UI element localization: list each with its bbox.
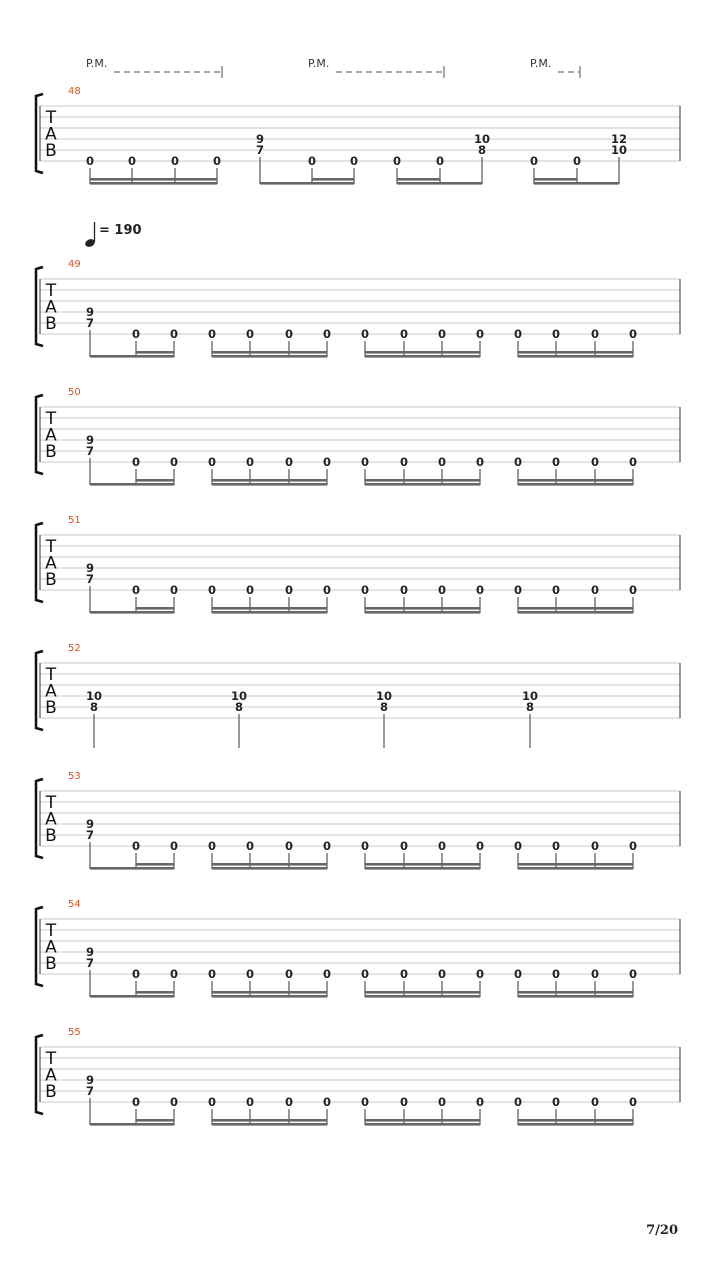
fret-number: 0 bbox=[360, 583, 370, 597]
fret-number: 0 bbox=[590, 1095, 600, 1109]
fret-number: 0 bbox=[529, 154, 539, 168]
fret-number: 8 bbox=[525, 700, 535, 714]
fret-number: 10 bbox=[375, 689, 393, 703]
fret-number: 0 bbox=[437, 967, 447, 981]
tab-system-51 bbox=[36, 515, 680, 614]
note-beam-secondary bbox=[212, 863, 327, 866]
note-beam bbox=[365, 483, 480, 486]
fret-number: 8 bbox=[234, 700, 244, 714]
fret-number: 0 bbox=[399, 327, 409, 341]
fret-number: 9 bbox=[85, 945, 95, 959]
note-beam-secondary bbox=[212, 479, 327, 482]
fret-number: 0 bbox=[322, 839, 332, 853]
fret-number: 0 bbox=[127, 154, 137, 168]
fret-number: 0 bbox=[551, 967, 561, 981]
fret-number: 0 bbox=[437, 839, 447, 853]
fret-number: 0 bbox=[131, 967, 141, 981]
measure-number: 51 bbox=[68, 515, 81, 526]
fret-number: 0 bbox=[551, 583, 561, 597]
tab-clef-letter: T bbox=[45, 108, 57, 128]
fret-number: 0 bbox=[437, 455, 447, 469]
fret-number: 0 bbox=[169, 967, 179, 981]
fret-number: 7 bbox=[85, 956, 95, 970]
note-beam bbox=[365, 1123, 480, 1126]
fret-number: 0 bbox=[590, 839, 600, 853]
measure-number: 53 bbox=[68, 771, 81, 782]
note-beam-secondary bbox=[365, 351, 480, 354]
fret-number: 8 bbox=[89, 700, 99, 714]
note-beam bbox=[518, 867, 633, 870]
fret-number: 0 bbox=[207, 1095, 217, 1109]
note-beam bbox=[518, 483, 633, 486]
note-beam bbox=[518, 611, 633, 614]
note-beam bbox=[212, 611, 327, 614]
note-beam bbox=[212, 483, 327, 486]
fret-number: 0 bbox=[245, 583, 255, 597]
fret-number: 0 bbox=[360, 327, 370, 341]
fret-number: 0 bbox=[475, 583, 485, 597]
tab-clef-letter: A bbox=[45, 681, 57, 702]
fret-number: 0 bbox=[360, 839, 370, 853]
fret-number: 0 bbox=[322, 583, 332, 597]
tab-clef-letter: T bbox=[45, 537, 57, 557]
fret-number: 0 bbox=[322, 455, 332, 469]
fret-number: 0 bbox=[360, 455, 370, 469]
fret-number: 0 bbox=[572, 154, 582, 168]
tab-clef-letter: T bbox=[45, 409, 57, 429]
note-beam-secondary bbox=[365, 1119, 480, 1122]
fret-number: 0 bbox=[284, 967, 294, 981]
fret-number: 0 bbox=[169, 1095, 179, 1109]
measure-number: 55 bbox=[68, 1027, 81, 1038]
fret-number: 0 bbox=[628, 455, 638, 469]
fret-number: 12 bbox=[610, 132, 628, 146]
note-beam-secondary bbox=[90, 178, 217, 181]
note-beam-secondary bbox=[136, 351, 174, 354]
fret-number: 0 bbox=[399, 967, 409, 981]
note-beam bbox=[212, 995, 327, 998]
note-beam bbox=[518, 355, 633, 358]
fret-number: 0 bbox=[131, 839, 141, 853]
tab-clef-letter: B bbox=[45, 141, 57, 161]
fret-number: 9 bbox=[85, 433, 95, 447]
note-beam bbox=[365, 611, 480, 614]
fret-number: 0 bbox=[437, 1095, 447, 1109]
fret-number: 0 bbox=[513, 967, 523, 981]
note-beam bbox=[534, 182, 619, 185]
note-beam bbox=[365, 995, 480, 998]
tab-system-52 bbox=[36, 643, 680, 748]
fret-number: 0 bbox=[590, 327, 600, 341]
fret-number: 0 bbox=[169, 839, 179, 853]
fret-number: 7 bbox=[85, 316, 95, 330]
fret-number: 0 bbox=[207, 327, 217, 341]
note-beam bbox=[90, 611, 174, 614]
fret-number: 0 bbox=[513, 839, 523, 853]
tab-clef-letter: T bbox=[45, 1049, 57, 1069]
note-beam bbox=[365, 867, 480, 870]
fret-number: 0 bbox=[551, 1095, 561, 1109]
note-beam bbox=[518, 995, 633, 998]
fret-number: 0 bbox=[513, 583, 523, 597]
note-beam-secondary bbox=[518, 991, 633, 994]
fret-number: 0 bbox=[207, 583, 217, 597]
fret-number: 7 bbox=[85, 572, 95, 586]
tab-clef-letter: B bbox=[45, 1082, 57, 1102]
page-number: 7/20 bbox=[646, 1223, 678, 1238]
fret-number: 10 bbox=[230, 689, 248, 703]
fret-number: 0 bbox=[131, 327, 141, 341]
note-beam bbox=[397, 182, 482, 185]
fret-number: 0 bbox=[551, 455, 561, 469]
note-beam-secondary bbox=[365, 991, 480, 994]
palm-mute-label: P.M. bbox=[86, 57, 108, 70]
tab-system-50 bbox=[36, 387, 680, 486]
tab-system-54 bbox=[36, 899, 680, 998]
fret-number: 0 bbox=[284, 1095, 294, 1109]
fret-number: 0 bbox=[360, 967, 370, 981]
quarter-note-icon bbox=[84, 222, 96, 248]
fret-number: 0 bbox=[322, 327, 332, 341]
note-beam bbox=[90, 1123, 174, 1126]
fret-number: 0 bbox=[284, 455, 294, 469]
fret-number: 0 bbox=[245, 455, 255, 469]
fret-number: 0 bbox=[131, 455, 141, 469]
measure-number: 50 bbox=[68, 387, 81, 398]
fret-number: 9 bbox=[85, 1073, 95, 1087]
measure-number: 48 bbox=[68, 86, 81, 97]
palm-mute-label: P.M. bbox=[530, 57, 552, 70]
fret-number: 0 bbox=[475, 1095, 485, 1109]
fret-number: 0 bbox=[399, 583, 409, 597]
fret-number: 0 bbox=[551, 327, 561, 341]
fret-number: 0 bbox=[207, 839, 217, 853]
note-beam-secondary bbox=[365, 479, 480, 482]
tab-clef-letter: A bbox=[45, 809, 57, 830]
fret-number: 0 bbox=[475, 327, 485, 341]
tab-clef-letter: B bbox=[45, 570, 57, 590]
note-beam-secondary bbox=[136, 991, 174, 994]
fret-number: 7 bbox=[85, 1084, 95, 1098]
note-beam-secondary bbox=[534, 178, 577, 181]
fret-number: 0 bbox=[322, 967, 332, 981]
tab-clef-letter: A bbox=[45, 124, 57, 145]
measure-number: 49 bbox=[68, 259, 81, 270]
fret-number: 0 bbox=[628, 839, 638, 853]
tab-system-48 bbox=[36, 57, 680, 185]
fret-number: 0 bbox=[245, 1095, 255, 1109]
tab-clef-letter: B bbox=[45, 314, 57, 334]
fret-number: 0 bbox=[475, 455, 485, 469]
tab-clef-letter: B bbox=[45, 954, 57, 974]
fret-number: 0 bbox=[513, 455, 523, 469]
note-beam-secondary bbox=[212, 991, 327, 994]
fret-number: 0 bbox=[551, 839, 561, 853]
note-beam bbox=[212, 1123, 327, 1126]
fret-number: 0 bbox=[212, 154, 222, 168]
fret-number: 0 bbox=[245, 967, 255, 981]
fret-number: 0 bbox=[628, 327, 638, 341]
fret-number: 0 bbox=[399, 455, 409, 469]
note-beam bbox=[90, 483, 174, 486]
fret-number: 0 bbox=[437, 327, 447, 341]
note-beam-secondary bbox=[136, 863, 174, 866]
fret-number: 0 bbox=[590, 967, 600, 981]
note-beam bbox=[90, 355, 174, 358]
tab-clef-letter: A bbox=[45, 553, 57, 574]
fret-number: 8 bbox=[477, 143, 487, 157]
fret-number: 10 bbox=[85, 689, 103, 703]
measure-number: 52 bbox=[68, 643, 81, 654]
tab-clef-letter: T bbox=[45, 921, 57, 941]
fret-number: 0 bbox=[284, 327, 294, 341]
note-beam bbox=[90, 182, 217, 185]
fret-number: 0 bbox=[349, 154, 359, 168]
fret-number: 10 bbox=[521, 689, 539, 703]
tab-clef-letter: A bbox=[45, 425, 57, 446]
fret-number: 0 bbox=[628, 1095, 638, 1109]
fret-number: 0 bbox=[207, 967, 217, 981]
tab-clef-letter: B bbox=[45, 698, 57, 718]
fret-number: 0 bbox=[392, 154, 402, 168]
note-beam-secondary bbox=[212, 1119, 327, 1122]
fret-number: 0 bbox=[169, 583, 179, 597]
fret-number: 8 bbox=[379, 700, 389, 714]
tempo-value: = 190 bbox=[99, 223, 142, 238]
note-beam-secondary bbox=[365, 607, 480, 610]
tab-clef-letter: B bbox=[45, 442, 57, 462]
tab-clef-letter: T bbox=[45, 793, 57, 813]
note-beam-secondary bbox=[312, 178, 354, 181]
fret-number: 0 bbox=[435, 154, 445, 168]
fret-number: 0 bbox=[628, 583, 638, 597]
tab-clef-letter: A bbox=[45, 937, 57, 958]
note-beam bbox=[365, 355, 480, 358]
fret-number: 7 bbox=[85, 444, 95, 458]
fret-number: 9 bbox=[85, 305, 95, 319]
palm-mute-label: P.M. bbox=[308, 57, 330, 70]
fret-number: 0 bbox=[131, 583, 141, 597]
tab-system-49 bbox=[36, 259, 680, 358]
note-beam-secondary bbox=[518, 479, 633, 482]
note-beam bbox=[90, 995, 174, 998]
fret-number: 9 bbox=[255, 132, 265, 146]
note-beam bbox=[260, 182, 354, 185]
fret-number: 0 bbox=[245, 839, 255, 853]
fret-number: 7 bbox=[255, 143, 265, 157]
fret-number: 0 bbox=[85, 154, 95, 168]
fret-number: 0 bbox=[475, 839, 485, 853]
fret-number: 7 bbox=[85, 828, 95, 842]
fret-number: 0 bbox=[437, 583, 447, 597]
fret-number: 9 bbox=[85, 817, 95, 831]
note-beam-secondary bbox=[136, 479, 174, 482]
note-beam-secondary bbox=[518, 863, 633, 866]
fret-number: 0 bbox=[245, 327, 255, 341]
note-beam-secondary bbox=[136, 1119, 174, 1122]
tempo-marking bbox=[84, 222, 142, 248]
fret-number: 0 bbox=[399, 1095, 409, 1109]
fret-number: 0 bbox=[284, 583, 294, 597]
measure-number: 54 bbox=[68, 899, 81, 910]
fret-number: 0 bbox=[169, 455, 179, 469]
fret-number: 0 bbox=[360, 1095, 370, 1109]
fret-number: 0 bbox=[513, 327, 523, 341]
fret-number: 9 bbox=[85, 561, 95, 575]
fret-number: 0 bbox=[284, 839, 294, 853]
tab-system-53 bbox=[36, 771, 680, 870]
fret-number: 0 bbox=[399, 839, 409, 853]
tab-clef-letter: A bbox=[45, 297, 57, 318]
note-beam-secondary bbox=[518, 1119, 633, 1122]
note-beam-secondary bbox=[518, 607, 633, 610]
fret-number: 10 bbox=[610, 143, 628, 157]
fret-number: 0 bbox=[475, 967, 485, 981]
note-beam-secondary bbox=[212, 351, 327, 354]
note-beam bbox=[212, 355, 327, 358]
fret-number: 0 bbox=[307, 154, 317, 168]
fret-number: 0 bbox=[590, 455, 600, 469]
fret-number: 0 bbox=[169, 327, 179, 341]
fret-number: 0 bbox=[513, 1095, 523, 1109]
note-beam bbox=[90, 867, 174, 870]
tab-system-55 bbox=[36, 1027, 680, 1126]
note-beam-secondary bbox=[518, 351, 633, 354]
fret-number: 0 bbox=[322, 1095, 332, 1109]
note-beam-secondary bbox=[365, 863, 480, 866]
fret-number: 0 bbox=[170, 154, 180, 168]
fret-number: 0 bbox=[131, 1095, 141, 1109]
note-beam-secondary bbox=[136, 607, 174, 610]
note-beam bbox=[212, 867, 327, 870]
note-beam-secondary bbox=[397, 178, 440, 181]
note-beam bbox=[518, 1123, 633, 1126]
fret-number: 0 bbox=[628, 967, 638, 981]
tab-clef-letter: B bbox=[45, 826, 57, 846]
tab-clef-letter: T bbox=[45, 281, 57, 301]
fret-number: 0 bbox=[590, 583, 600, 597]
tab-clef-letter: T bbox=[45, 665, 57, 685]
tab-clef-letter: A bbox=[45, 1065, 57, 1086]
fret-number: 10 bbox=[473, 132, 491, 146]
note-beam-secondary bbox=[212, 607, 327, 610]
fret-number: 0 bbox=[207, 455, 217, 469]
